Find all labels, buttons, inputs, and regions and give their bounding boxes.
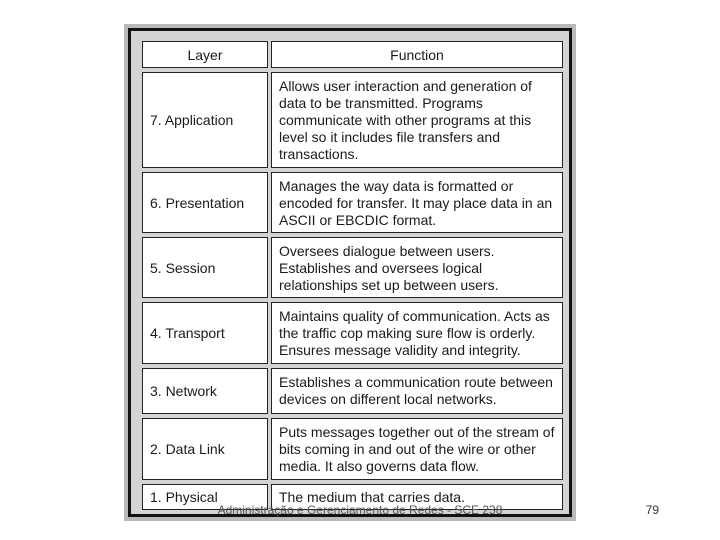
function-cell-application [271,72,563,168]
layer-label: 2. Data Link [150,441,225,457]
function-text: Oversees dialogue between users. Establishes and oversees logical relationships set up between users. [279,243,499,293]
layer-cell-network [142,368,268,414]
function-cell-network [271,368,563,414]
layer-label: 5. Session [150,259,216,276]
layer-label: 7. Application [150,112,234,128]
layer-cell-application [142,72,268,168]
function-cell-presentation [271,172,563,233]
layer-label: 3. Network [150,383,217,399]
layer-cell-transport [142,302,268,364]
function-text: Allows user interaction and generation of data to be transmitted. Programs communicate with other programs at this level so it includes file transfers and transactions. [279,78,532,162]
header-layer-label: Layer [187,46,223,63]
function-cell-session [271,237,563,298]
layer-label: 1. Physical [150,489,218,505]
layer-cell-session [142,237,268,298]
function-cell-data-link [271,418,563,480]
slide-footer: Administração e Gerenciamento de Redes - SCE 238 [217,503,503,517]
header-layer [142,41,268,68]
function-text: The medium that carries data. [279,489,465,505]
osi-table [128,28,572,517]
page-number: 79 [645,503,659,517]
function-text: Puts messages together out of the stream of bits coming in and out of the wire or other media. It also governs data flow. [279,424,555,474]
layer-cell-presentation [142,172,268,233]
function-text: Establishes a communication route between devices on different local networks. [279,374,553,407]
layer-cell-data-link [142,418,268,480]
osi-table-frame [124,24,576,521]
header-function-label: Function [390,46,444,63]
function-cell-transport [271,302,563,364]
layer-label: 6. Presentation [150,194,245,211]
function-text: Maintains quality of communication. Acts as the traffic cop making sure flow is orderly. Ensures message validity and integrity. [279,308,550,358]
header-function [271,41,563,68]
function-text: Manages the way data is formatted or encoded for transfer. It may place data in an ASCII or EBCDIC format. [279,178,553,228]
layer-label: 4. Transport [150,325,225,341]
